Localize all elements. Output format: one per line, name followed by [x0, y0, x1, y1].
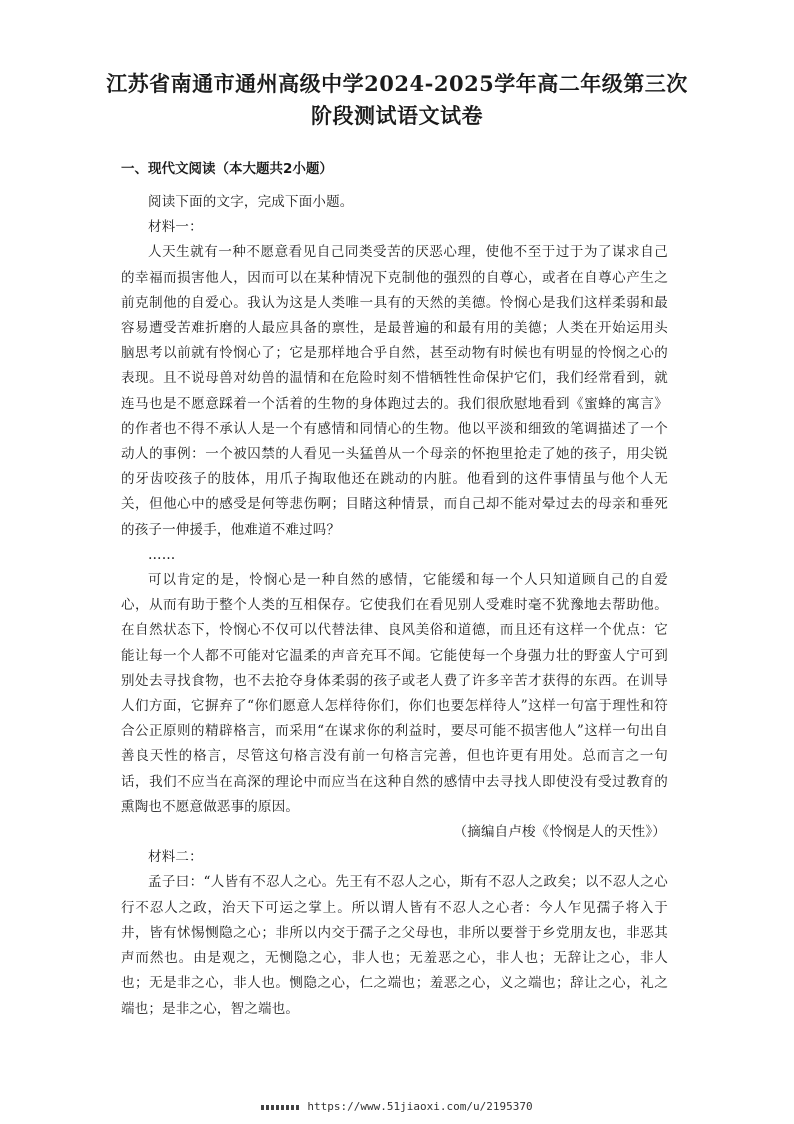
footer-url[interactable]: https://www.51jiaoxi.com/u/2195370 — [307, 1100, 533, 1113]
material2-paragraph-1: 孟子曰：“人皆有不忍人之心。先王有不忍人之心，斯有不忍人之政矣；以不忍人之心行不忍人之政，治天下可运之掌上。所以谓人皆有不忍人之心者：今人乍见孺子将入于井，皆有怵惕恻隐之心；非所以内交于孺子之父母也，非所以要誉于乡党朋友也，非恶其声而然也。由是观之，无恻隐之心，非人也；无羞恶之心，非人也；无辞让之心，非人也；无是非之心，非人也。恻隐之心，仁之端也；羞恶之心，义之端也；辞让之心，礼之端也；是非之心，智之端也。 — [121, 874, 668, 1017]
reading-passage — [121, 190, 668, 1022]
exam-title: 江苏省南通市通州高级中学2024-2025学年高二年级第三次阶段测试语文试卷 — [106, 71, 688, 128]
section-heading: 一、现代文阅读（本大题共2小题） — [121, 161, 333, 177]
ellipsis-text: …… — [148, 546, 176, 563]
material2-label: 材料二： — [148, 849, 203, 866]
material1-source: （摘编自卢梭《怜悯是人的天性》） — [453, 824, 666, 841]
site-logo-icon — [261, 1105, 301, 1110]
page-footer — [0, 1100, 794, 1113]
instruction-text: 阅读下面的文字，完成下面小题。 — [148, 194, 354, 210]
material1-label: 材料一： — [148, 219, 203, 236]
material1-paragraph-2: 可以肯定的是，怜悯心是一种自然的感情，它能缓和每一个人只知道顾自己的自爱心，从而有助于整个人类的互相保存。它使我们在看见别人受难时毫不犹豫地去帮助他。在自然状态下，怜悯心不仅可以代替法律、良风美俗和道德，而且还有这样一个优点：它能让每一个人都不可能对它温柔的声音充耳不闻。它能使每一个身强力壮的野蛮人宁可到别处去寻找食物，也不去抢夺身体柔弱的孩子或老人费了许多辛苦才获得的东西。在训导人们方面，它摒弃了“你们愿意人怎样待你们，你们也要怎样待人”这样一句富于理性和符合公正原则的精辟格言，而采用“在谋求你的利益时，要尽可能不损害他人”这样一句出自善良天性的格言，尽管这句格言没有前一句格言完善，但也许更有用处。总而言之一句话，我们不应当在高深的理论中而应当在这种自然的感情中去寻找人即使没有受过教育的熏陶也不愿意做恶事的原因。 — [121, 572, 668, 815]
material1-paragraph-1: 人天生就有一种不愿意看见自己同类受苦的厌恶心理，使他不至于过于为了谋求自己的幸福而损害他人，因而可以在某种情况下克制他的强烈的自尊心，或者在自尊心产生之前克制他的自爱心。我认为这是人类唯一具有的天然的美德。怜悯心是我们这样柔弱和最容易遭受苦难折磨的人最应具备的禀性，是最普遍的和最有用的美德；人类在开始运用头脑思考以前就有怜悯心了；它是那样地合乎自然，甚至动物有时候也有明显的怜悯之心的表现。且不说母兽对幼兽的温情和在危险时刻不惜牺牲性命保护它们，我们经常看到，就连马也是不愿意踩着一个活着的生物的身体跑过去的。我们很欣慰地看到《蜜蜂的寓言》的作者也不得不承认人是一个有感情和同情心的生物。他以平淡和细致的笔调描述了一个动人的事例：一个被囚禁的人看见一头猛兽从一个母亲的怀抱里抢走了她的孩子，用尖锐的牙齿咬孩子的肢体，用爪子掏取他还在跳动的内脏。他看到的这件事情虽与他个人无关，但他心中的感受是何等悲伤啊；目睹这种情景，而自己却不能对晕过去的母亲和垂死的孩子一伸援手，他难道不难过吗？ — [121, 244, 668, 538]
